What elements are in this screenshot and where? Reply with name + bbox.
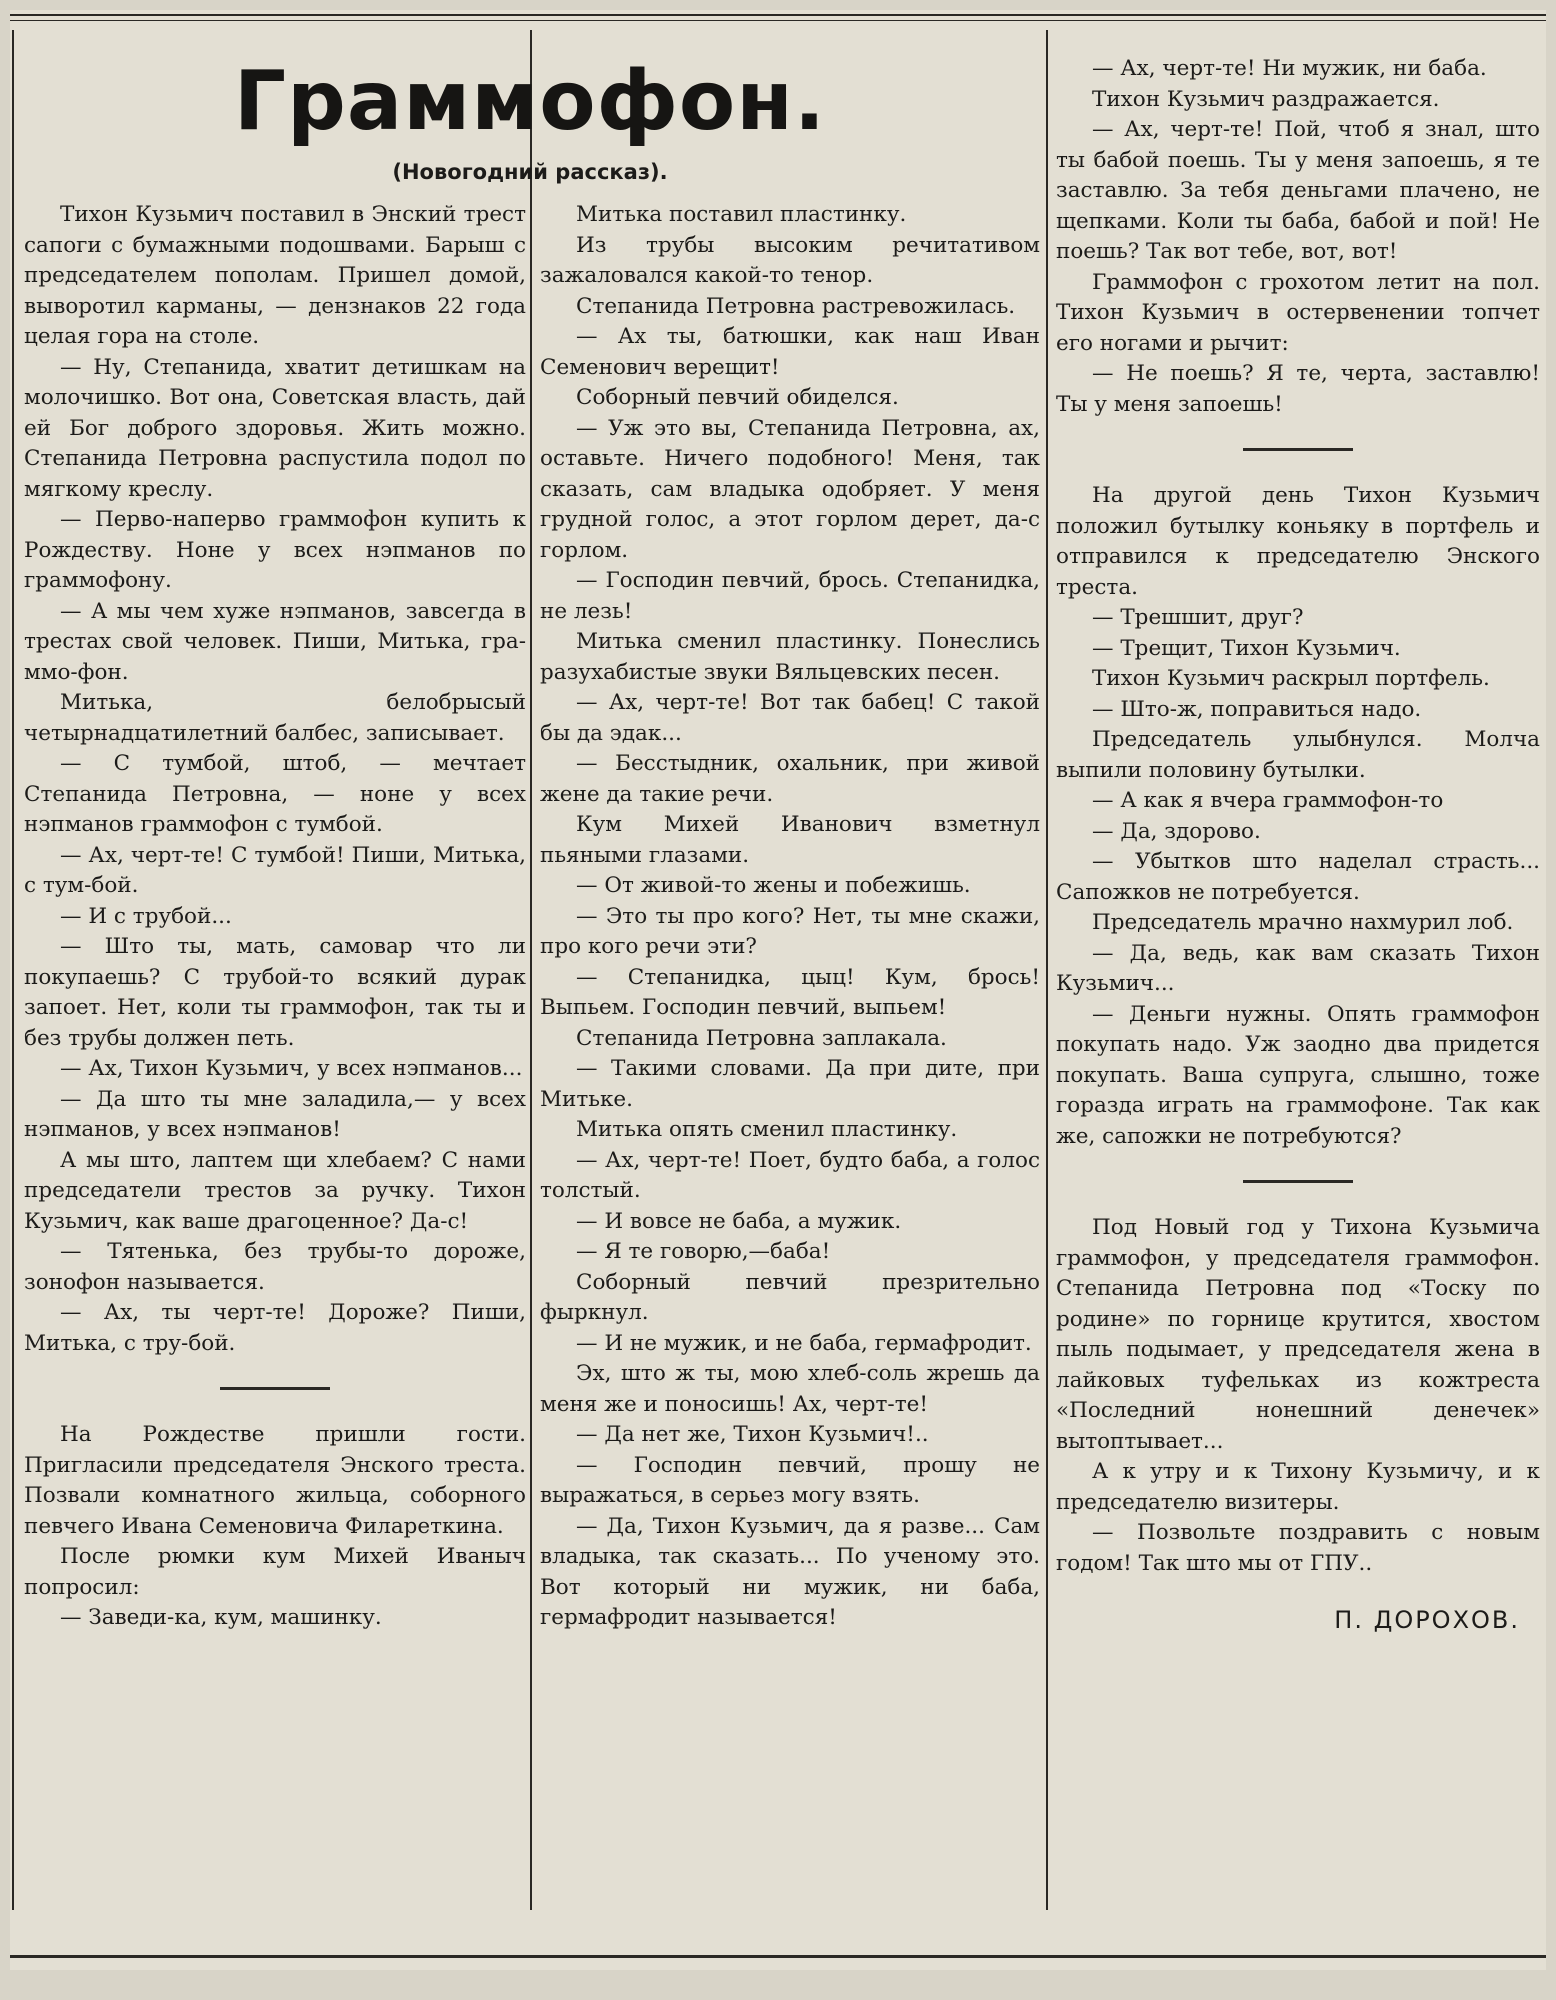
- paragraph: — И не мужик, и не баба, гермафродит.: [576, 1330, 1032, 1356]
- paragraph: — Степанидка, цыц! Кум, брось! Выпьем. Господин певчий, выпьем!: [540, 964, 1040, 1020]
- paragraph: — Такими словами. Да при дите, при Митьке.: [540, 1056, 1040, 1112]
- author-signature: П. ДОРОХОВ.: [1334, 1606, 1520, 1634]
- paragraph: — Ах, черт-те! Вот так бабец! С такой бы да эдак...: [540, 690, 1040, 746]
- article-title: Граммофон.: [233, 54, 827, 149]
- paragraph: — Ах, черт-те! Поет, будто баба, а голос толстый.: [540, 1147, 1040, 1203]
- paragraph: — Што-ж, поправиться надо.: [1092, 696, 1422, 722]
- paragraph: — И с трубой...: [60, 903, 232, 929]
- paragraph: — Трешшит, друг?: [1092, 605, 1304, 630]
- paragraph: — От живой-то жены и побежишь.: [576, 873, 971, 898]
- paragraph: Митька, белобрысый четырнадцатилетний балбес, записывает.: [24, 690, 526, 746]
- paragraph: — Перво-наперво граммофон купить к Рождеству. Ноне у всех нэпманов по граммофону.: [24, 507, 526, 593]
- paragraph: — Што ты, мать, самовар что ли покупаешь? С трубой-то всякий дурак запоет. Нет, коли ты граммофон, так ты и без трубы должен петь.: [24, 934, 526, 1051]
- paragraph: — А как я вчера граммофон-то: [1092, 788, 1444, 813]
- paragraph: — Ах, черт-те! С тумбой! Пиши, Митька, с тум-бой.: [24, 842, 526, 898]
- paragraph: После рюмки кум Михей Иваныч попросил:: [24, 1544, 526, 1600]
- paragraph: — Уж это вы, Степанида Петровна, ах, оставьте. Ничего подобного! Меня, так сказать, сам владыка одобряет. У меня грудной голос, а этот горлом дерет, да-с горлом.: [540, 415, 1040, 563]
- paragraph: — Ах, ты черт-те! Дороже? Пиши, Митька, с тру-бой.: [24, 1300, 526, 1356]
- paragraph: Тихон Кузьмич раскрыл портфель.: [1092, 666, 1490, 691]
- paragraph: Митька опять сменил пластинку.: [576, 1117, 958, 1142]
- paragraph: — Ах, Тихон Кузьмич, у всех нэпманов...: [60, 1056, 523, 1081]
- paragraph: — Ах ты, батюшки, как наш Иван Семенович верещит!: [540, 324, 1040, 380]
- top-rule: [10, 14, 1546, 16]
- paragraph: Соборный певчий презрительно фыркнул.: [540, 1269, 1040, 1325]
- column-divider-left: [12, 30, 14, 1910]
- paragraph: — Бесстыдник, охальник, при живой жене да такие речи.: [540, 751, 1040, 807]
- paragraph: Кум Михей Иванович взметнул пьяными глазами.: [540, 812, 1040, 868]
- top-rule-thin: [10, 20, 1546, 21]
- paragraph: — Ну, Степанида, хватит детишкам на молочишко. Вот она, Советская власть, дай ей Бог доброго здоровья. Жить можно. Степанида Петровна распустила подол по мягкому креслу.: [24, 354, 526, 502]
- paragraph: — Я те говорю,—баба!: [576, 1239, 831, 1264]
- paragraph: Соборный певчий обиделся.: [576, 385, 899, 410]
- paragraph: — Не поешь? Я те, черта, заставлю! Ты у меня запоешь!: [1056, 361, 1540, 417]
- paragraph: — Да, ведь, как вам сказать Тихон Кузьмич...: [1056, 940, 1540, 996]
- paragraph: — Деньги нужны. Опять граммофон покупать надо. Уж заодно два придется покупать. Ваша супруга, слышно, тоже горазда играть на граммофоне. Так как же, сапожки не потребуются?: [1056, 1001, 1540, 1149]
- paragraph: Эх, што ж ты, мою хлеб-соль жрешь да меня же и поносишь! Ах, черт-те!: [540, 1361, 1040, 1417]
- paragraph: Граммофон с грохотом летит на пол. Тихон Кузьмич в остервенении топчет его ногами и рычит:: [1056, 269, 1540, 356]
- section-separator: [1243, 1180, 1353, 1183]
- paragraph: Председатель улыбнулся. Молча выпили половину бутылки.: [1056, 727, 1540, 783]
- paragraph: А мы што, лаптем щи хлебаем? С нами председатели трестов за ручку. Тихон Кузьмич, как ваше драгоценное? Да-с!: [24, 1147, 526, 1234]
- paragraph: — Господин певчий, брось. Степанидка, не лезь!: [540, 568, 1040, 624]
- column-divider-1: [530, 30, 532, 1910]
- column-1: [24, 200, 526, 1634]
- paragraph: — И вовсе не баба, а мужик.: [576, 1208, 902, 1234]
- column-divider-2: [1046, 30, 1048, 1910]
- paragraph: — Позвольте поздравить с новым годом! Так што мы от ГПУ..: [1056, 1520, 1540, 1576]
- paragraph: — Да, Тихон Кузьмич, да я разве... Сам владыка, так сказать... По ученому это. Вот который ни мужик, ни баба, гермафродит называется!: [540, 1513, 1040, 1630]
- paragraph: А к утру и к Тихону Кузьмичу, и к председателю визитеры.: [1056, 1459, 1540, 1515]
- paragraph: — Тятенька, без трубы-то дороже, зонофон называется.: [24, 1239, 526, 1295]
- paragraph: — Да што ты мне заладила,— у всех нэпманов, у всех нэпманов!: [24, 1086, 526, 1142]
- paragraph: — Да нет же, Тихон Кузьмич!..: [576, 1422, 929, 1447]
- paragraph: Тихон Кузьмич раздражается.: [1092, 86, 1440, 112]
- paragraph: — Ах, черт-те! Пой, чтоб я знал, што ты бабой поешь. Ты у меня запоешь, я те заставлю. За тебя деньгами плачено, не щепками. Коли ты баба, бабой и пой! Не поешь? Так вот тебе, вот, вот!: [1056, 117, 1540, 264]
- section-separator: [220, 1387, 330, 1390]
- section-separator: [1243, 448, 1353, 451]
- paragraph: Из трубы высоким речитативом зажаловался какой-то тенор.: [540, 232, 1040, 288]
- article-subtitle: (Новогодний рассказ).: [392, 160, 668, 184]
- paragraph: — С тумбой, штоб, — мечтает Степанида Петровна, — ноне у всех нэпманов граммофон с тумбой.: [24, 751, 526, 837]
- paragraph: Тихон Кузьмич поставил в Энский трест сапоги с бумажными подошвами. Барыш с председателем пополам. Пришел домой, выворотил карманы, — дензнаков 22 года целая гора на столе.: [24, 202, 526, 349]
- column-3: [1056, 54, 1540, 1636]
- paragraph: На Рождестве пришли гости. Пригласили председателя Энского треста. Позвали комнатного жильца, соборного певчего Ивана Семеновича Филареткина.: [24, 1422, 526, 1539]
- bottom-rule: [10, 1955, 1546, 1958]
- paragraph: — Заведи-ка, кум, машинку.: [60, 1605, 382, 1630]
- newspaper-page: [10, 10, 1546, 1970]
- column-2: [540, 200, 1040, 1634]
- paragraph: — Ах, черт-те! Ни мужик, ни баба.: [1092, 56, 1487, 81]
- paragraph: Степанида Петровна заплакала.: [576, 1025, 947, 1051]
- paragraph: Митька сменил пластинку. Понеслись разухабистые звуки Вяльцевских песен.: [540, 629, 1040, 685]
- paragraph: — Это ты про кого? Нет, ты мне скажи, про кого речи эти?: [540, 903, 1040, 959]
- paragraph: — Господин певчий, прошу не выражаться, в серьез могу взять.: [540, 1452, 1040, 1508]
- paragraph: На другой день Тихон Кузьмич положил бутылку коньяку в портфель и отправился к председателю Энского треста.: [1056, 483, 1540, 600]
- paragraph: Под Новый год у Тихона Кузьмича граммофон, у председателя граммофон. Степанида Петровна под «Тоску по родине» по горнице крутится, хвостом пыль подымает, у председателя жена в лайковых туфельках из кожтреста «Последний нонешний денечек» вытоптывает...: [1056, 1215, 1540, 1454]
- paragraph: Председатель мрачно нахмурил лоб.: [1092, 910, 1514, 935]
- paragraph: Степанида Петровна растревожилась.: [576, 293, 1016, 319]
- paragraph: — Трещит, Тихон Кузьмич.: [1092, 635, 1401, 661]
- paragraph: — А мы чем хуже нэпманов, завсегда в трестах свой человек. Пиши, Митька, гра-ммо-фон.: [24, 598, 526, 685]
- paragraph: — Да, здорово.: [1092, 818, 1261, 844]
- paragraph: Митька поставил пластинку.: [576, 202, 907, 227]
- paragraph: — Убытков што наделал страсть... Сапожков не потребуется.: [1056, 849, 1540, 905]
